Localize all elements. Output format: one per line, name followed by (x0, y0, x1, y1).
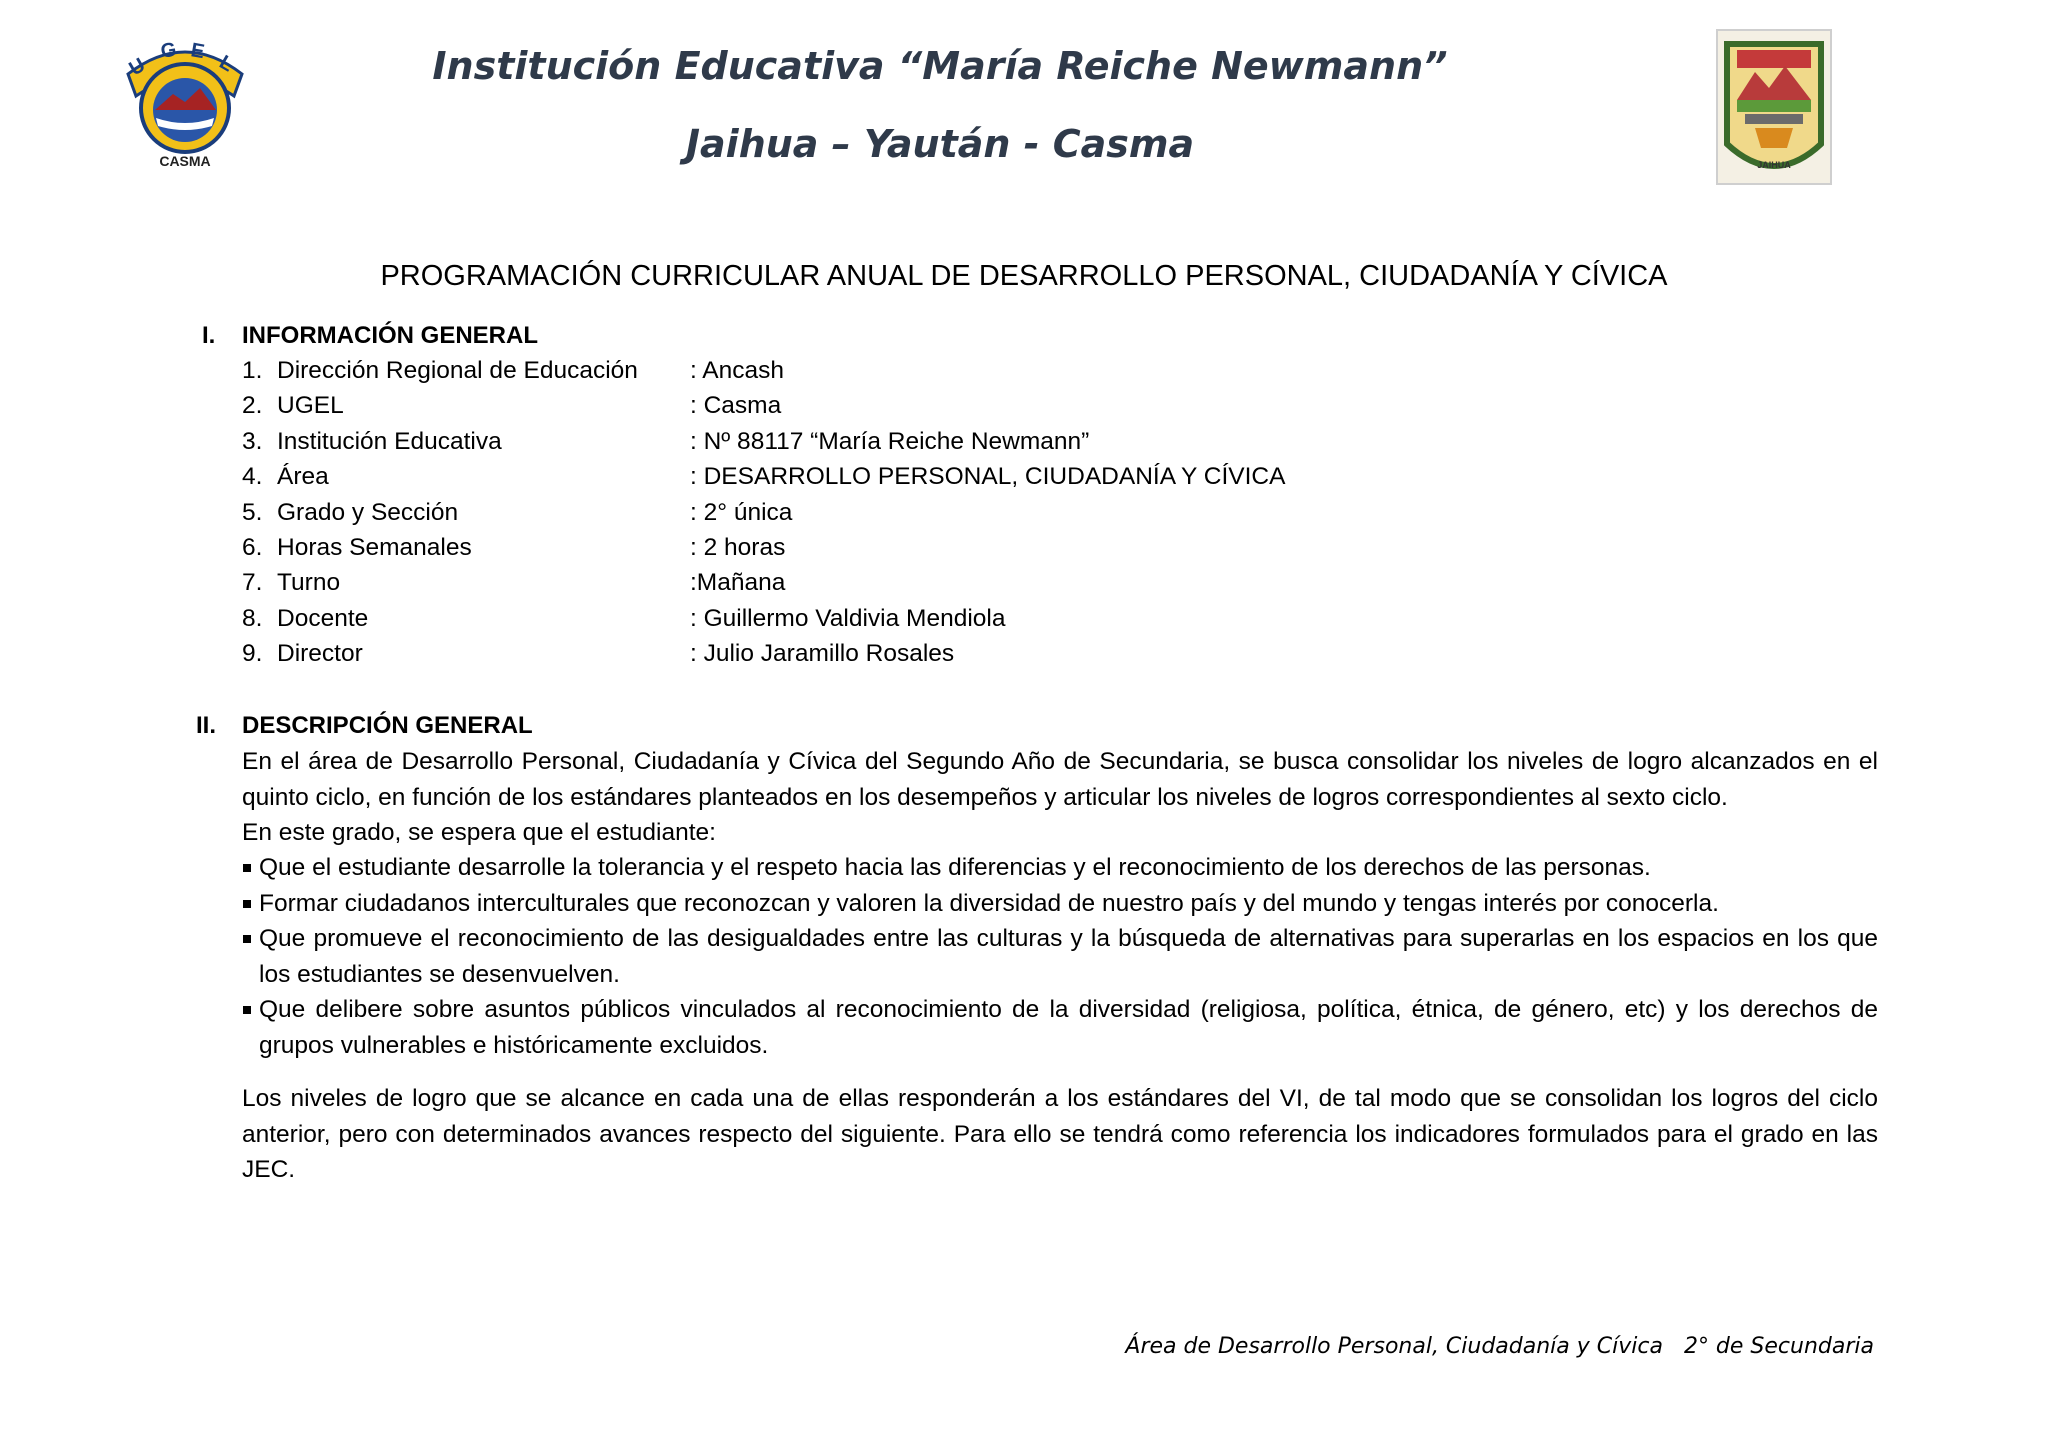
info-row-label: Director (277, 640, 363, 668)
svg-text:JAIHUA: JAIHUA (1757, 160, 1791, 170)
info-row-number: 4. (242, 463, 263, 491)
objective-item: Que promueve el reconocimiento de las desigualdades entre las culturas y la búsqueda de alternativas para superarlas en los espacios en los que los estudiantes se desenvuelven. (242, 921, 1878, 992)
svg-text:E: E (189, 39, 207, 64)
section-1-number: I. (202, 322, 216, 349)
header-location: Jaihua – Yaután - Casma (685, 122, 1195, 166)
info-row-number: 7. (242, 569, 263, 597)
info-row-value: : Nº 88117 “María Reiche Newmann” (690, 427, 1090, 455)
objective-item: Que delibere sobre asuntos públicos vinculados al reconocimiento de la diversidad (religiosa, política, étnica, de género, etc) y los derechos de grupos vulnerables e históricamente excluidos. (242, 992, 1878, 1063)
objectives-list (242, 850, 1878, 1063)
info-row (0, 640, 1400, 675)
info-row-number: 6. (242, 534, 263, 561)
info-row (0, 605, 1400, 640)
document-title: PROGRAMACIÓN CURRICULAR ANUAL DE DESARROLLO PERSONAL, CIUDADANÍA Y CÍVICA (380, 260, 1668, 292)
objective-item: Que el estudiante desarrolle la tolerancia y el respeto hacia las diferencias y el reconocimiento de los derechos de las personas. (242, 850, 1878, 886)
svg-text:L: L (215, 51, 238, 77)
info-row-number: 8. (242, 604, 263, 632)
description-lead: En este grado, se espera que el estudiante: (242, 819, 716, 846)
info-row (0, 357, 1400, 392)
info-row-number: 3. (242, 427, 263, 455)
info-row-value: : Julio Jaramillo Rosales (690, 640, 955, 668)
page-footer: Área de Desarrollo Personal, Ciudadanía y Cívica 2° de Secundaria (1125, 1334, 1874, 1359)
info-row-label: Dirección Regional de Educación (277, 357, 638, 384)
info-row-value: : Ancash (690, 357, 784, 384)
info-row-value: :Mañana (690, 569, 786, 597)
info-row-value: : 2 horas (690, 534, 786, 561)
info-row-label: Área (277, 463, 329, 491)
info-row-label: Docente (277, 604, 369, 632)
info-row-number: 2. (242, 392, 263, 420)
description-closing: Los niveles de logro que se alcance en cada una de ellas responderán a los estándares del VI, de tal modo que se consolidan los logros del ciclo anterior, pero con determinados avances respecto del siguiente. Para ello se tendrá como referencia los indicadores formulados para el grado en las JEC. (242, 1085, 1878, 1183)
info-row-number: 5. (242, 498, 263, 526)
header-institution-name: Institución Educativa “María Reiche Newmann” (432, 44, 1448, 88)
info-row (0, 534, 1400, 569)
info-row (0, 569, 1400, 604)
svg-text:G: G (159, 38, 179, 63)
svg-text:CASMA: CASMA (159, 153, 211, 169)
description-intro: En el área de Desarrollo Personal, Ciudadanía y Cívica del Segundo Año de Secundaria, se busca consolidar los niveles de logro alcanzados en el quinto ciclo, en función de los estándares planteados en los desempeños y articular los niveles de logros correspondientes al sexto ciclo. (242, 748, 1878, 811)
info-row-value: : 2° única (690, 498, 793, 526)
section-1-heading: INFORMACIÓN GENERAL (242, 322, 538, 349)
section-2-heading: DESCRIPCIÓN GENERAL (242, 712, 533, 739)
info-row (0, 463, 1400, 498)
info-row-label: Horas Semanales (277, 534, 472, 561)
info-row-value: : Guillermo Valdivia Mendiola (690, 604, 1006, 632)
info-row-label: Institución Educativa (277, 427, 502, 455)
info-row-label: Turno (277, 569, 341, 597)
info-row (0, 499, 1400, 534)
info-row-number: 1. (242, 357, 263, 384)
info-row-label: UGEL (277, 392, 344, 420)
objective-item: Formar ciudadanos interculturales que reconozcan y valoren la diversidad de nuestro país y del mundo y tengas interés por conocerla. (242, 886, 1878, 922)
info-row-number: 9. (242, 640, 263, 668)
info-row-label: Grado y Sección (277, 498, 459, 526)
info-row-value: : DESARROLLO PERSONAL, CIUDADANÍA Y CÍVICA (690, 463, 1286, 491)
info-row (0, 392, 1400, 427)
info-row-value: : Casma (690, 392, 782, 420)
section-2-number: II. (196, 712, 217, 739)
info-row (0, 428, 1400, 463)
svg-text:U: U (125, 54, 150, 81)
